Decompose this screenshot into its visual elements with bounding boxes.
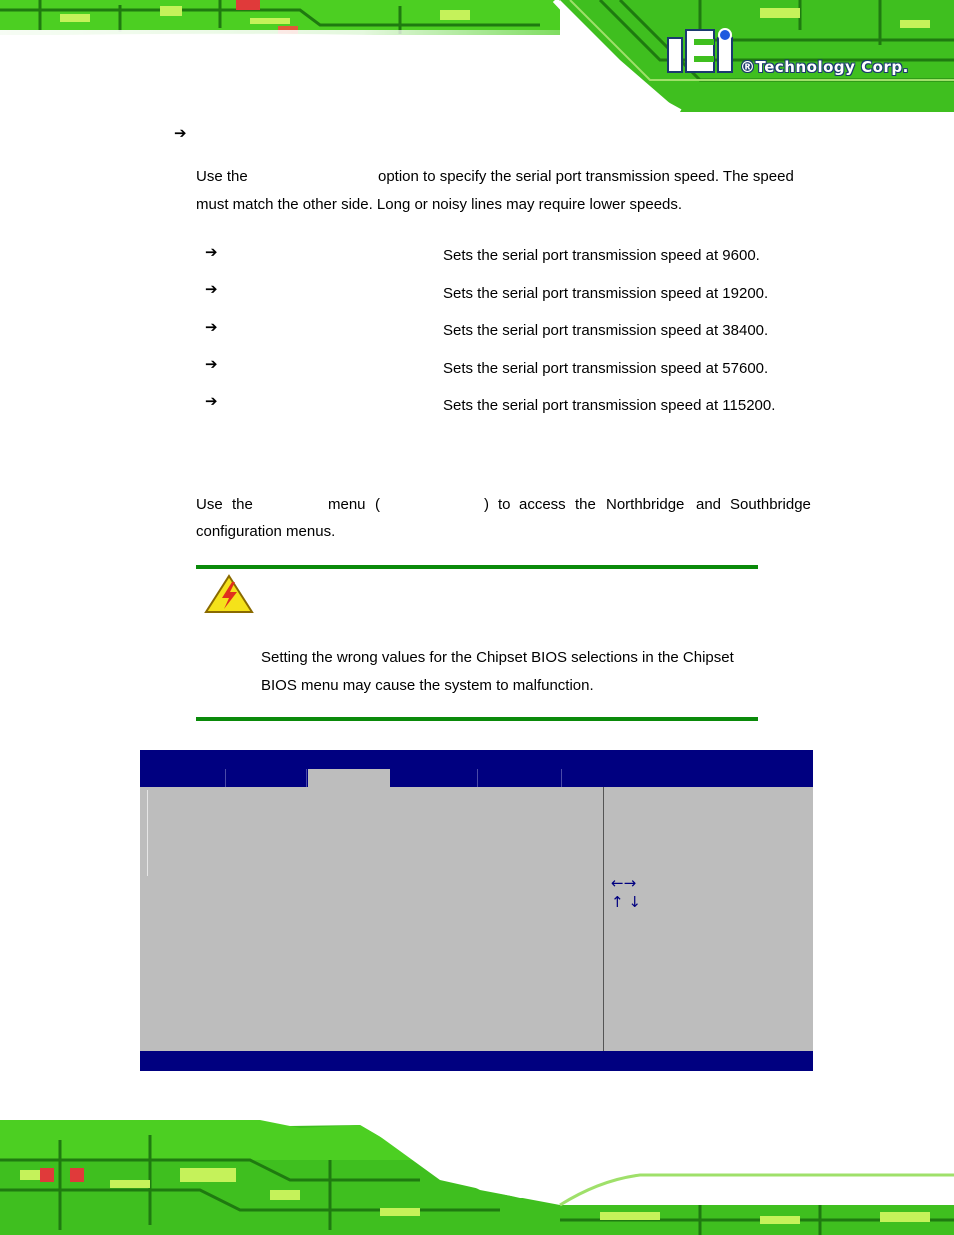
bios-tab[interactable] — [391, 769, 478, 787]
warning-line2: BIOS menu may cause the system to malfunction. — [261, 677, 594, 694]
baud-option-desc: Sets the serial port transmission speed at 38400. — [443, 322, 769, 339]
bios-title-bar — [140, 750, 813, 769]
up-down-arrows-icon: ↑ ↓ — [611, 893, 641, 911]
arrow-right-icon: ➔ — [205, 356, 218, 373]
bios-status-bar — [140, 1051, 813, 1071]
bios-tab-bar — [140, 769, 813, 787]
baud-option-desc: Sets the serial port transmission speed at 57600. — [443, 360, 769, 377]
bios-tab[interactable] — [478, 769, 562, 787]
baud-para-line2: must match the other side. Long or noisy lines may require lower speeds. — [196, 196, 683, 213]
baud-option-desc: Sets the serial port transmission speed at 115200. — [443, 397, 776, 414]
chipset-intro-word: the — [575, 496, 596, 513]
chipset-intro-word: and — [696, 496, 722, 513]
baud-para-prefix: Use the — [196, 168, 248, 185]
chipset-intro-word: Southbridge — [730, 496, 811, 513]
footer-circuit-art — [0, 1120, 954, 1235]
baud-option-desc: Sets the serial port transmission speed at 19200. — [443, 285, 769, 302]
bios-tab-active[interactable] — [308, 769, 390, 787]
chipset-intro-word: Northbridge — [606, 496, 685, 513]
chipset-intro-word: ( — [375, 496, 380, 513]
warning-line1: Setting the wrong values for the Chipset BIOS selections in the Chipset — [261, 649, 734, 666]
arrow-right-icon: ➔ — [174, 125, 187, 142]
arrow-right-icon: ➔ — [205, 319, 218, 336]
bios-screen — [140, 750, 813, 1071]
bios-help-divider — [603, 787, 604, 1051]
chipset-intro-word: the — [232, 496, 253, 513]
chipset-intro-word: menu — [328, 496, 366, 513]
arrow-right-icon: ➔ — [205, 281, 218, 298]
arrow-right-icon: ➔ — [205, 244, 218, 261]
warning-icon — [204, 574, 254, 614]
chipset-intro-word: to — [498, 496, 511, 513]
chipset-intro-line2: configuration menus. — [196, 523, 336, 540]
brand-name: ®Technology Corp. — [740, 58, 909, 76]
bios-tab[interactable] — [226, 769, 307, 787]
chipset-intro-word: Use — [196, 496, 223, 513]
warning-bottom-rule — [196, 717, 758, 721]
bios-tab[interactable] — [140, 769, 226, 787]
chipset-intro-word: ) — [484, 496, 489, 513]
baud-para-suffix: option to specify the serial port transmission speed. The speed — [378, 168, 794, 185]
header-circuit-art — [0, 0, 954, 112]
warning-top-rule — [196, 565, 758, 569]
chipset-intro-word: access — [519, 496, 566, 513]
bios-menu-frame — [147, 790, 148, 876]
left-right-arrows-icon: ←→ — [611, 874, 637, 892]
baud-option-desc: Sets the serial port transmission speed at 9600. — [443, 247, 760, 264]
arrow-right-icon: ➔ — [205, 393, 218, 410]
